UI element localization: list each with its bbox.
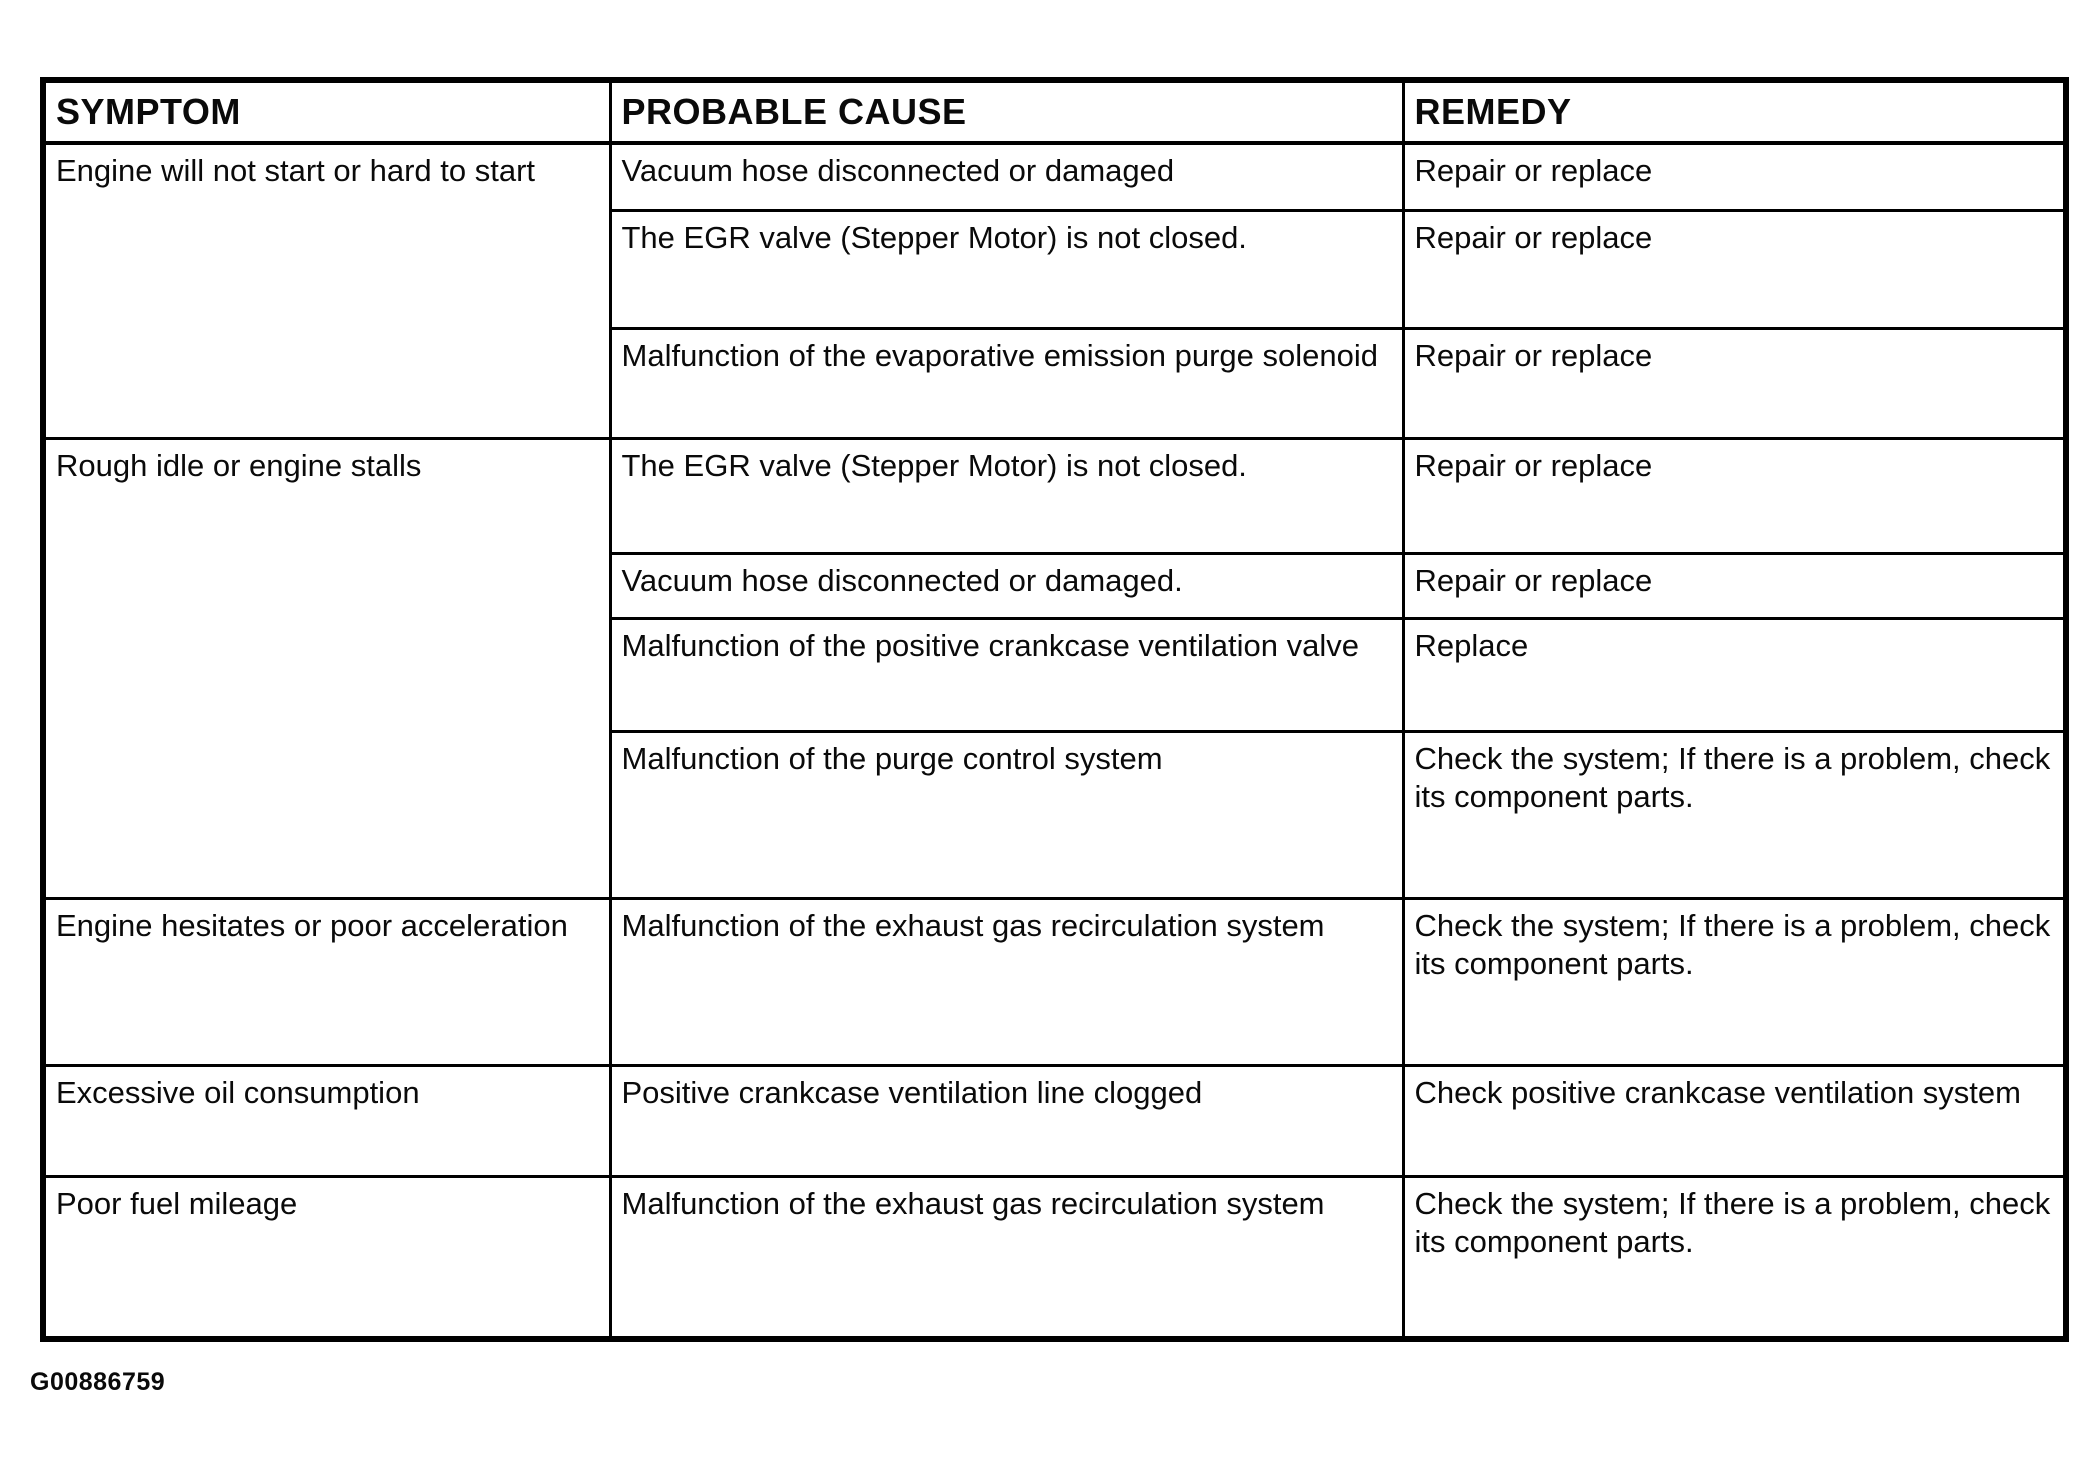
- symptom-cell: Excessive oil consumption: [43, 1065, 610, 1176]
- remedy-cell: Repair or replace: [1403, 328, 2066, 438]
- symptom-cell: Engine will not start or hard to start: [43, 143, 610, 438]
- table-row: [43, 1065, 2066, 1176]
- cause-cell: Positive crankcase ventilation line clogged: [610, 1065, 1403, 1176]
- cause-cell: Malfunction of the exhaust gas recirculation system: [610, 898, 1403, 1065]
- cause-cell: Malfunction of the purge control system: [610, 731, 1403, 898]
- symptom-cell: Engine hesitates or poor acceleration: [43, 898, 610, 1065]
- remedy-cell: Repair or replace: [1403, 143, 2066, 210]
- table-row: [43, 1176, 2066, 1339]
- cause-cell: The EGR valve (Stepper Motor) is not closed.: [610, 210, 1403, 328]
- cause-cell: Malfunction of the exhaust gas recirculation system: [610, 1176, 1403, 1339]
- remedy-cell: Replace: [1403, 618, 2066, 731]
- remedy-cell: Check the system; If there is a problem, check its component parts.: [1403, 1176, 2066, 1339]
- remedy-cell: Check positive crankcase ventilation system: [1403, 1065, 2066, 1176]
- troubleshooting-table: [40, 77, 2069, 1342]
- column-header-remedy: REMEDY: [1403, 80, 2066, 143]
- cause-cell: Vacuum hose disconnected or damaged: [610, 143, 1403, 210]
- cause-cell: Vacuum hose disconnected or damaged.: [610, 553, 1403, 618]
- table-row: [43, 143, 2066, 210]
- cause-cell: Malfunction of the positive crankcase ventilation valve: [610, 618, 1403, 731]
- remedy-cell: Repair or replace: [1403, 210, 2066, 328]
- symptom-cell: Rough idle or engine stalls: [43, 438, 610, 898]
- cause-cell: Malfunction of the evaporative emission purge solenoid: [610, 328, 1403, 438]
- column-header-symptom: SYMPTOM: [43, 80, 610, 143]
- header-row: [43, 80, 2066, 143]
- figure-code: G00886759: [30, 1368, 166, 1396]
- remedy-cell: Repair or replace: [1403, 438, 2066, 553]
- remedy-cell: Repair or replace: [1403, 553, 2066, 618]
- remedy-cell: Check the system; If there is a problem, check its component parts.: [1403, 731, 2066, 898]
- symptom-cell: Poor fuel mileage: [43, 1176, 610, 1339]
- cause-cell: The EGR valve (Stepper Motor) is not closed.: [610, 438, 1403, 553]
- table-row: [43, 898, 2066, 1065]
- remedy-cell: Check the system; If there is a problem, check its component parts.: [1403, 898, 2066, 1065]
- column-header-probable-cause: PROBABLE CAUSE: [610, 80, 1403, 143]
- table-row: [43, 438, 2066, 553]
